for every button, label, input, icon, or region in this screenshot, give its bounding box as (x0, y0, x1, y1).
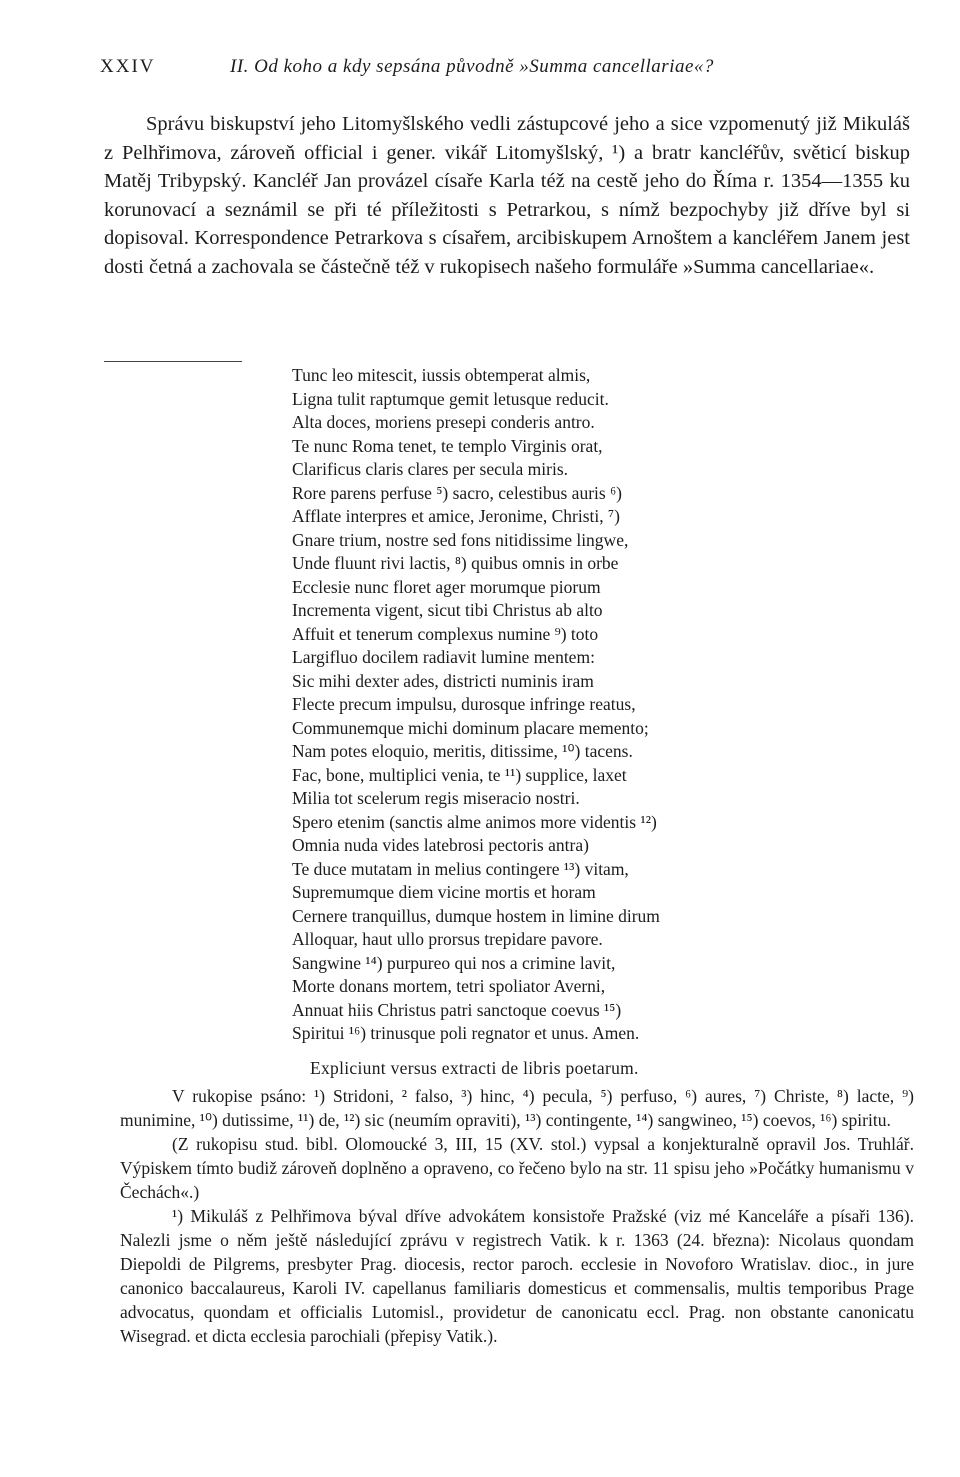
poem-line: Morte donans mortem, tetri spoliator Averni, (292, 976, 606, 996)
body-paragraph: Správu biskupství jeho Litomyšlského vedli zástupcové jeho a sice vzpomenutý již Mikuláš z Pelhřimova, zároveň official i gener. vikář Litomyšlský, ¹) a bratr kancléřův, světicí biskup Matěj Tribурský. Kancléř Jan provázel císaře Karla též na cestě jeho do Říma r. 1354—1355 ku korunovací a seznámil se při té příležitosti s Petrarkou, s nímž bezpochyby již dříve byl si dopisoval. Korrespondence Petrarkova s císařem, arcibiskupem Arnoštem a kancléřem Janem jest dosti četná a zachovala se částečně též v rukopisech našeho formuláře »Summa cancellariae«. (104, 113, 910, 278)
poem-line: Gnare trium, nostre sed fons nitidissime lingwe, (292, 529, 629, 550)
manuscript-note: V rukopise psáno: ¹) Stridoni, ² falso, ³) hinc, ⁴) pecula, ⁵) perfuso, ⁶) aures, ⁷) Christe, ⁸) lacte, ⁹) munimine, ¹⁰) dutissime, ¹¹) de, ¹²) sic (neumím opraviti), ¹³) contingente, ¹⁴) sangwineo, ¹⁵) coevos, ¹⁶) spiritu. (120, 1086, 914, 1130)
poem-line: Te nunc Roma tenet, te templo Virginis orat, (292, 435, 603, 456)
running-title: II. Od koho a kdy sepsána původně »Summa cancellariae«? (230, 56, 714, 77)
poem-line: Alta doces, moriens presepi conderis antro. (292, 412, 595, 432)
poem-line: Communemque michi dominum placare memento; (292, 717, 649, 738)
poem-line: Tunc leo mitescit, iussis obtemperat almis, (292, 365, 591, 385)
poem-explicit: Expliciunt versus extracti de libris poetarum. (310, 1058, 639, 1078)
divider-rule (104, 361, 242, 362)
poem-line: Rore parens perfuse ⁵) sacro, celestibus auris ⁶) (292, 482, 622, 503)
poem-line: Alloquar, haut ullo prorsus trepidare pavore. (292, 929, 603, 949)
poem-line: Ecclesie nunc floret ager morumque piorum (292, 576, 601, 597)
poem-line: Incrementa vigent, sicut tibi Christus ab alto (292, 600, 603, 620)
poem-line: Supremumque diem vicine mortis et horam (292, 882, 596, 902)
poem-line: Fac, bone, multiplici venia, te ¹¹) supplice, laxet (292, 764, 627, 785)
poem-line: Cernere tranquillus, dumque hostem in limine dirum (292, 905, 660, 926)
poem-line: Unde fluunt rivi lactis, ⁸) quibus omnis in orbe (292, 553, 619, 573)
poem-line: Milia tot scelerum regis miseracio nostri. (292, 788, 580, 808)
poem-line: Annuat hiis Christus patri sanctoque coevus ¹⁵) (292, 999, 622, 1020)
poem-line: Nam potes eloquio, meritis, ditissime, ¹⁰) tacens. (292, 741, 633, 761)
poem-line: Sic mihi dexter ades, districti numinis iram (292, 670, 594, 691)
source-note: (Z rukopisu stud. bibl. Olomoucké 3, III, 15 (XV. stol.) vypsal a konjekturalně opravil Jos. Truhlář. Výpiskem tímto budiž zároveň doplněno a opraveno, co řečeno bylo na str. 11 spisu jeho »Počátky humanismu v Čechách«.) (120, 1134, 914, 1202)
poem-line: Spiritui ¹⁶) trinusque poli regnator et unus. Amen. (292, 1023, 640, 1043)
page-number: XXIV (100, 56, 156, 77)
notes-section (120, 1084, 914, 1348)
poem-line: Flecte precum impulsu, durosque infringe reatus, (292, 694, 636, 714)
poem-line: Spero etenim (sanctis alme animos more videntis ¹²) (292, 811, 657, 832)
poem-line: Afflate interpres et amice, Jeronime, Christi, ⁷) (292, 506, 620, 526)
poem-line: Te duce mutatam in melius contingere ¹³) vitam, (292, 858, 629, 879)
poem-line: Clarificus claris clares per secula miris. (292, 459, 569, 479)
poem (292, 364, 892, 1046)
poem-line: Affuit et tenerum complexus numine ⁹) toto (292, 623, 599, 644)
main-text (104, 110, 910, 281)
poem-line: Omnia nuda vides latebrosi pectoris antra) (292, 835, 589, 855)
poem-line: Sangwine ¹⁴) purpureo qui nos a crimine lavit, (292, 952, 616, 973)
poem-line: Largifluo docilem radiavit lumine mentem: (292, 647, 595, 667)
running-header (100, 56, 900, 86)
footnote-1: ¹) Mikuláš z Pelhřimova býval dříve advokátem konsistoře Pražské (viz mé Kanceláře a písaři 136). Nalezli jsme o něm ještě následující zprávu v registrech Vatik. k r. 1363 (24. března): Nicolaus quondam Diepoldi de Pilgrems, presbyter Prag. diocesis, rector paroch. ecclesie in Novoforo Wratislav. dioc., in jure canonico baccalaureus, Karoli IV. capellanus familiaris domesticus et commensalis, multis temporibus Prage advocatus, quondam et officialis Lutomisl., providetur de canonicatu eccl. Prag. non obstante canonicatu Wisegrad. et dicta ecclesia parochiali (přepisy Vatik.). (120, 1206, 914, 1346)
poem-line: Ligna tulit raptumque gemit letusque reducit. (292, 388, 609, 409)
